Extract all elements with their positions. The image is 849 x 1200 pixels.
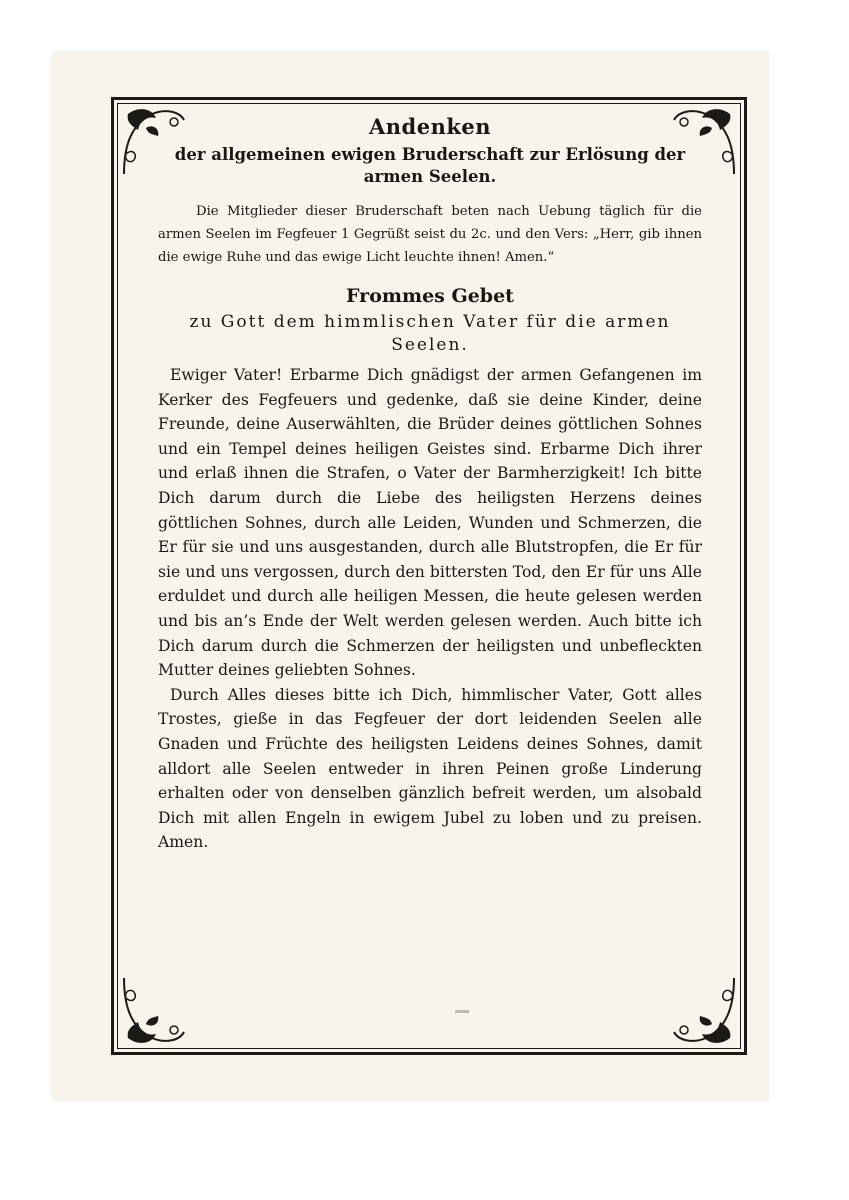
card-subtitle: der allgemeinen ewigen Bruderschaft zur Erlösung der armen Seelen. <box>174 145 686 186</box>
card-text <box>158 112 702 855</box>
prayer-paragraph-1: Ewiger Vater! Erbarme Dich gnädigst der armen Gefangenen im Kerker des Fegfeuers und gedenke, daß sie deine Kinder, deine Freunde, deine Auserwählten, die Brüder deines göttlichen Sohnes und ein Tempel deines heiligen Geistes sind. Erbarme Dich ihrer und erlaß ihnen die Strafen, o Vater der Barmherzigkeit! Ich bitte Dich darum durch die Liebe des heiligsten Herzens deines göttlichen Sohnes, durch alle Leiden, Wunden und Schmerzen, die Er für sie und uns ausgestanden, durch alle Blutstropfen, die Er für sie und uns vergossen, durch den bittersten Tod, den Er für uns Alle erduldet und durch alle heiligen Messen, die heute gelesen werden und bis an’s Ende der Welt werden gelesen werden. Auch bitte ich Dich darum durch die Schmerzen der heiligsten und unbefleckten Mutter deines geliebten Sohnes. <box>158 366 702 680</box>
intro-paragraph: Die Mitglieder dieser Bruderschaft beten nach Uebung täglich für die armen Seelen im Fegfeuer 1 Gegrüßt seist du 2c. und den Vers: „Herr, gib ihnen die ewige Ruhe und das ewige Licht leuchte ihnen! Amen.“ <box>158 204 702 265</box>
prayer-paragraph-2: Durch Alles dieses bitte ich Dich, himmlischer Vater, Gott alles Trostes, gieße in das Fegfeuer der dort leidenden Seelen alle Gnaden und Früchte des heiligsten Leidens deines Sohnes, damit alldort alle Seelen entweder in ihren Peinen große Linderung erhalten oder von denselben gänzlich befreit werden, um alsobald Dich mit allen Engeln in ewigem Jubel zu loben und zu preisen. Amen. <box>158 685 702 852</box>
prayer-subtitle: zu Gott dem himmlischen Vater für die armen Seelen. <box>189 312 671 355</box>
card-title: Andenken <box>368 114 492 139</box>
corner-flourish-icon <box>670 968 740 1048</box>
prayer-title: Frommes Gebet <box>346 285 514 307</box>
corner-flourish-icon <box>118 968 188 1048</box>
print-speck <box>455 1010 469 1013</box>
